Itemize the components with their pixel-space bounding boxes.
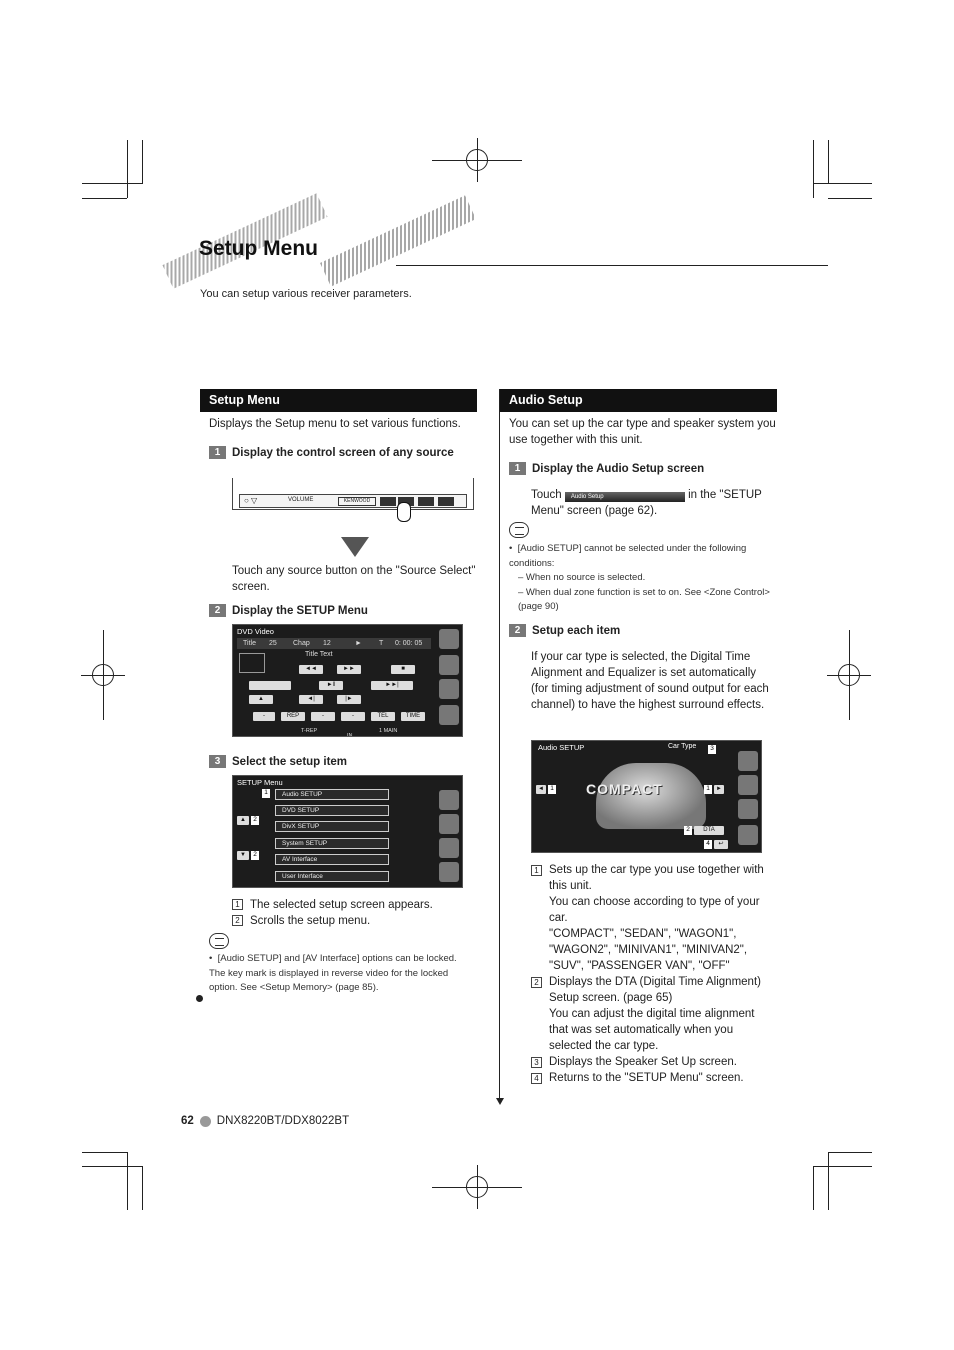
step1-text: Touch any source button on the "Source Select" screen. [232,565,476,593]
thumbnail [239,653,265,673]
control-bar [239,494,467,508]
crop-mark [813,183,872,184]
step-number: 2 [209,604,226,617]
control-button[interactable] [438,497,454,506]
title-text: Title Text [305,651,333,658]
music-icon[interactable] [439,814,459,834]
time-button[interactable]: TIME [401,712,425,721]
title-label: Title [243,640,256,647]
car-type-label: Car Type [668,743,697,750]
crop-mark [828,1152,872,1153]
left-step-2 [209,604,368,617]
right-step-1 [509,462,704,475]
registration-mark [477,1165,478,1209]
screen-title: SETUP Menu [237,778,283,787]
tread-decoration [320,195,476,286]
tel-button[interactable]: TEL [371,712,395,721]
screen-title: DVD Video [237,627,274,636]
music-icon[interactable] [738,775,758,795]
arrow-down-icon [341,537,369,557]
legend-text: The selected setup screen appears. [250,899,433,911]
model-name: DNX8220BT/DDX8022BT [216,1115,350,1127]
crop-mark [828,140,829,184]
legend-text: You can adjust the digital time alignment that was set automatically when you selected the car type. [549,1008,755,1052]
legend-item [531,1054,771,1070]
control-button[interactable] [380,497,396,506]
eject-button[interactable]: ▲ [249,695,273,704]
title-rule [396,265,828,266]
car-type-value: COMPACT [586,781,663,797]
legend-item [531,974,771,1006]
scroll-up-button[interactable]: ▲ [237,816,249,825]
legend-text: Displays the Speaker Set Up screen. [549,1056,737,1068]
step-number: 1 [209,446,226,459]
callout-1: 1 [262,789,270,798]
stop-button[interactable]: ■ [391,665,415,674]
legend-number: 3 [531,1057,542,1068]
dvd-video-screen [232,624,463,737]
note-line: • [Audio SETUP] cannot be selected under the following conditions: [509,543,747,569]
note-line: – When dual zone function is set to on. See <Zone Control> (page 90) [518,586,770,612]
chapter-value: 12 [323,640,331,647]
time-value: 0: 00: 05 [395,640,423,647]
chapter-label: Chap [293,640,310,647]
volume-label: VOLUME [288,497,314,503]
legend-text: Returns to the "SETUP Menu" screen. [549,1072,744,1084]
scroll-down-button[interactable]: ▼ [237,851,249,860]
touch-instruction [531,487,767,519]
menu-item-system-setup[interactable]: System SETUP [275,838,389,849]
audio-setup-header: Audio Setup [500,389,777,412]
car-next-button[interactable]: ► [714,785,724,794]
audio-setup-screen [531,740,762,853]
step-label: Select the setup item [232,755,348,768]
note-text: [Audio SETUP] and [AV Interface] options can be locked. The key mark is displayed in reverse video for the locked option. See <Setup Memory> (page 85). [209,953,457,993]
end-dot [196,995,203,1002]
registration-mark [477,138,478,182]
legend-item [531,1070,771,1086]
touch-text: Touch [531,489,562,501]
registration-mark [827,675,871,676]
left-step-3 [209,755,347,768]
legend-item [531,862,771,894]
note-icon [509,522,529,538]
control-button[interactable] [418,497,434,506]
intro-text: You can setup various receiver parameters. [200,288,412,300]
setup-icon[interactable] [439,862,459,882]
callout-2: 2 [251,851,259,860]
legend-number: 1 [232,899,243,910]
audio-setup-desc: You can set up the car type and speaker system you use together with this unit. [509,418,776,446]
page-footer [181,1115,349,1127]
legend-text: You can choose according to type of your car. [549,896,760,924]
right-note [509,542,775,615]
crop-mark [828,1152,829,1210]
step-label: Display the Audio Setup screen [532,462,705,475]
time-label: T [379,640,384,647]
hand-pointer-icon [397,502,411,522]
step-number: 1 [509,462,526,475]
bullet-icon [200,1116,211,1127]
setup-icon[interactable] [738,825,758,845]
step-number: 2 [509,624,526,637]
right-step-2 [509,624,620,637]
crop-mark [82,1166,142,1167]
step-back-button[interactable]: ◄| [299,695,323,704]
legend-text: Sets up the car type you use together with this unit. [549,864,764,892]
dta-button[interactable]: DTA [694,826,724,835]
menu-icon[interactable] [439,629,459,649]
main-label: 1 MAIN [379,728,398,734]
note-icon [209,933,229,949]
crop-mark [82,198,127,199]
legend-text: Scrolls the setup menu. [250,915,371,927]
crop-mark [813,1166,872,1167]
next-button[interactable]: ►►| [371,681,413,690]
legend-number: 4 [531,1073,542,1084]
callout-3: 3 [708,745,716,754]
car-prev-button[interactable]: ◄ [536,785,546,794]
control-button[interactable]: - [341,712,365,721]
crop-mark [127,1152,128,1210]
left-note: • [Audio SETUP] and [AV Interface] options can be locked. The key mark is displayed in reverse video for the locked option. See <Setup Memory> (page 85). [209,953,457,993]
crop-mark [142,140,143,184]
legend-number: 1 [531,865,542,876]
in-label: IN [347,733,353,737]
setup-menu-desc: Displays the Setup menu to set various functions. [209,418,461,430]
step-number: 3 [209,755,226,768]
arrow-down-icon [496,1098,504,1105]
audio-setup-button[interactable]: Audio Setup [565,492,685,502]
control-button[interactable] [249,681,291,690]
screen-title: Audio SETUP [538,743,585,752]
crop-mark [127,140,128,198]
left-legend-1 [232,897,433,913]
crop-mark [82,1152,127,1153]
crop-mark [813,1166,814,1210]
step2-text: If your car type is selected, the Digital Time Alignment and Equalizer is set automatically (for timing adjustment of sound output for each channel) to have the highest surround effects. [531,651,769,711]
control-screen-image [232,478,474,510]
setup-menu-screen [232,775,463,888]
callout-2: 2 [251,816,259,825]
step-forward-button[interactable]: |► [337,695,361,704]
title-value: 25 [269,640,277,647]
note-line: – When no source is selected. [518,572,646,583]
step-label: Setup each item [532,624,621,637]
brand-label: KENWOOD [338,497,376,506]
column-line [499,389,500,1101]
crop-mark [828,198,872,199]
legend-number: 2 [531,977,542,988]
menu-icon[interactable] [439,790,459,810]
menu-item-av-interface[interactable]: AV Interface [275,854,389,865]
menu-item-dvd-setup[interactable]: DVD SETUP [275,805,389,816]
left-step-1 [209,446,454,459]
trep-label: T-REP [301,728,318,734]
dvd-info-bar [237,638,431,649]
callout-2: 2 [684,826,692,835]
right-legend [531,862,771,1086]
control-button[interactable]: - [253,712,275,721]
eject-icon: ○ ▽ [244,496,258,505]
crop-mark [142,1166,143,1210]
disc-icon[interactable] [439,679,459,699]
legend-text: Displays the DTA (Digital Time Alignment) Setup screen. (page 65) [549,976,761,1004]
rep-button[interactable]: REP [281,712,305,721]
play-icon: ► [355,640,362,647]
page-title: Setup Menu [199,237,318,260]
legend-number: 2 [232,915,243,926]
setup-icon[interactable] [439,705,459,725]
rewind-button[interactable]: ◄◄ [299,665,323,674]
crop-mark [82,183,142,184]
music-icon[interactable] [439,655,459,675]
crop-mark [813,140,814,198]
step-label: Display the SETUP Menu [232,604,368,617]
disc-icon[interactable] [738,799,758,819]
menu-item-user-interface[interactable]: User Interface [275,871,389,882]
page-number: 62 [181,1115,194,1127]
control-button[interactable]: - [311,712,335,721]
menu-item-audio-setup[interactable]: Audio SETUP [275,789,389,800]
registration-mark [81,675,125,676]
note-text: [Audio SETUP] cannot be selected under the following conditions: [509,543,747,569]
return-button[interactable]: ↩ [714,840,728,849]
touch-text: in the "SETUP Menu" screen (page 62). [531,489,762,517]
legend-text: "COMPACT", "SEDAN", "WAGON1", "WAGON2", "MINIVAN1", "MINIVAN2", "SUV", "PASSENGER VAN", "OFF" [549,928,748,972]
left-legend-2 [232,913,370,929]
menu-icon[interactable] [738,751,758,771]
setup-menu-header: Setup Menu [200,389,477,412]
fast-forward-button[interactable]: ►► [337,665,361,674]
disc-icon[interactable] [439,838,459,858]
callout-4: 4 [704,840,712,849]
menu-item-divx-setup[interactable]: DivX SETUP [275,821,389,832]
play-pause-button[interactable]: ►‖ [319,681,343,690]
callout-1: 1 [704,785,712,794]
callout-1: 1 [548,785,556,794]
step-label: Display the control screen of any source [232,446,454,459]
